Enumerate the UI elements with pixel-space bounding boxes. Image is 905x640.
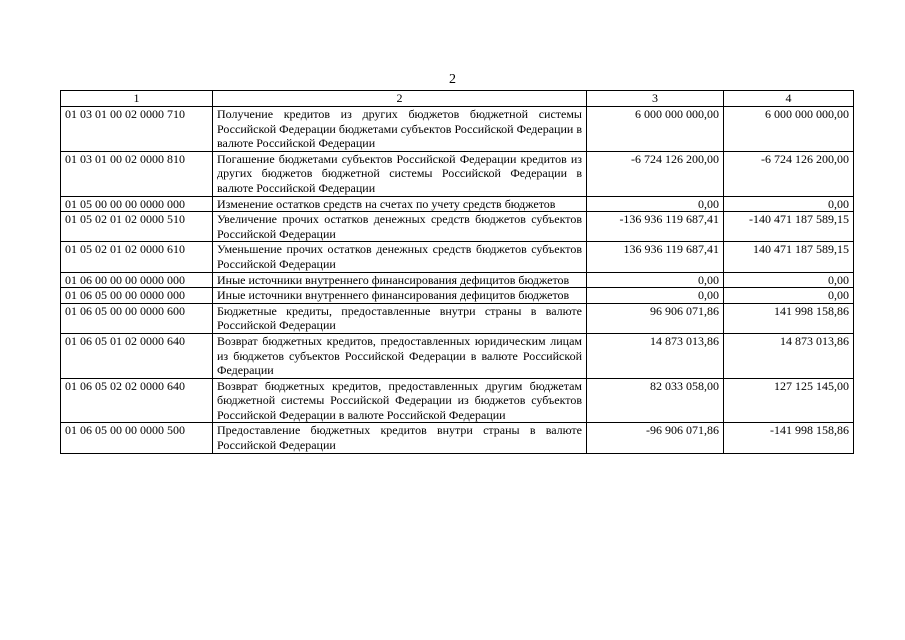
item-name: Увеличение прочих остатков денежных средств бюджетов субъектов Российской Федерации: [213, 212, 587, 242]
table-row: [61, 423, 854, 453]
amount-col3: -6 724 126 200,00: [587, 151, 724, 196]
budget-code: 01 05 00 00 00 0000 000: [61, 196, 213, 212]
budget-code: 01 05 02 01 02 0000 610: [61, 242, 213, 272]
amount-col4: 0,00: [724, 288, 854, 304]
item-name: Уменьшение прочих остатков денежных средств бюджетов субъектов Российской Федерации: [213, 242, 587, 272]
table-row: [61, 212, 854, 242]
budget-code: 01 06 05 01 02 0000 640: [61, 333, 213, 378]
amount-col4: 0,00: [724, 272, 854, 288]
amount-col4: 6 000 000 000,00: [724, 107, 854, 152]
amount-col3: 0,00: [587, 272, 724, 288]
budget-sources-table: [60, 90, 854, 454]
budget-code: 01 06 05 00 00 0000 000: [61, 288, 213, 304]
table-header-row: [61, 91, 854, 107]
table-row: [61, 272, 854, 288]
item-name: Предоставление бюджетных кредитов внутри страны в валюте Российской Федерации: [213, 423, 587, 453]
amount-col4: -6 724 126 200,00: [724, 151, 854, 196]
amount-col4: 127 125 145,00: [724, 378, 854, 423]
table-row: [61, 242, 854, 272]
amount-col4: -141 998 158,86: [724, 423, 854, 453]
amount-col4: -140 471 187 589,15: [724, 212, 854, 242]
amount-col3: 0,00: [587, 288, 724, 304]
budget-code: 01 06 05 02 02 0000 640: [61, 378, 213, 423]
budget-code: 01 06 05 00 00 0000 600: [61, 303, 213, 333]
amount-col3: 82 033 058,00: [587, 378, 724, 423]
table-row: [61, 333, 854, 378]
item-name: Иные источники внутреннего финансирования дефицитов бюджетов: [213, 288, 587, 304]
column-header-2: 2: [213, 91, 587, 107]
amount-col3: 14 873 013,86: [587, 333, 724, 378]
amount-col4: 0,00: [724, 196, 854, 212]
column-header-3: 3: [587, 91, 724, 107]
amount-col3: 136 936 119 687,41: [587, 242, 724, 272]
item-name: Иные источники внутреннего финансирования дефицитов бюджетов: [213, 272, 587, 288]
amount-col4: 14 873 013,86: [724, 333, 854, 378]
item-name: Возврат бюджетных кредитов, предоставленных юридическим лицам из бюджетов субъектов Российской Федерации в валюте Российской Федерации: [213, 333, 587, 378]
table-row: [61, 196, 854, 212]
budget-code: 01 03 01 00 02 0000 810: [61, 151, 213, 196]
budget-code: 01 03 01 00 02 0000 710: [61, 107, 213, 152]
item-name: Получение кредитов из других бюджетов бюджетной системы Российской Федерации бюджетами субъектов Российской Федерации в валюте Российской Федерации: [213, 107, 587, 152]
amount-col3: 6 000 000 000,00: [587, 107, 724, 152]
table-row: [61, 303, 854, 333]
column-header-4: 4: [724, 91, 854, 107]
item-name: Возврат бюджетных кредитов, предоставленных другим бюджетам бюджетной системы Российской Федерации из бюджетов субъектов Российской Федерации в валюте Российской Федерации: [213, 378, 587, 423]
budget-code: 01 06 00 00 00 0000 000: [61, 272, 213, 288]
amount-col4: 140 471 187 589,15: [724, 242, 854, 272]
budget-code: 01 05 02 01 02 0000 510: [61, 212, 213, 242]
item-name: Погашение бюджетами субъектов Российской Федерации кредитов из других бюджетов бюджетной системы Российской Федерации в валюте Российской Федерации: [213, 151, 587, 196]
table-row: [61, 378, 854, 423]
item-name: Изменение остатков средств на счетах по учету средств бюджетов: [213, 196, 587, 212]
amount-col3: -96 906 071,86: [587, 423, 724, 453]
amount-col4: 141 998 158,86: [724, 303, 854, 333]
table-row: [61, 288, 854, 304]
amount-col3: 0,00: [587, 196, 724, 212]
page-number: 2: [449, 72, 456, 87]
budget-code: 01 06 05 00 00 0000 500: [61, 423, 213, 453]
item-name: Бюджетные кредиты, предоставленные внутри страны в валюте Российской Федерации: [213, 303, 587, 333]
amount-col3: 96 906 071,86: [587, 303, 724, 333]
column-header-1: 1: [61, 91, 213, 107]
table-row: [61, 107, 854, 152]
table-row: [61, 151, 854, 196]
amount-col3: -136 936 119 687,41: [587, 212, 724, 242]
